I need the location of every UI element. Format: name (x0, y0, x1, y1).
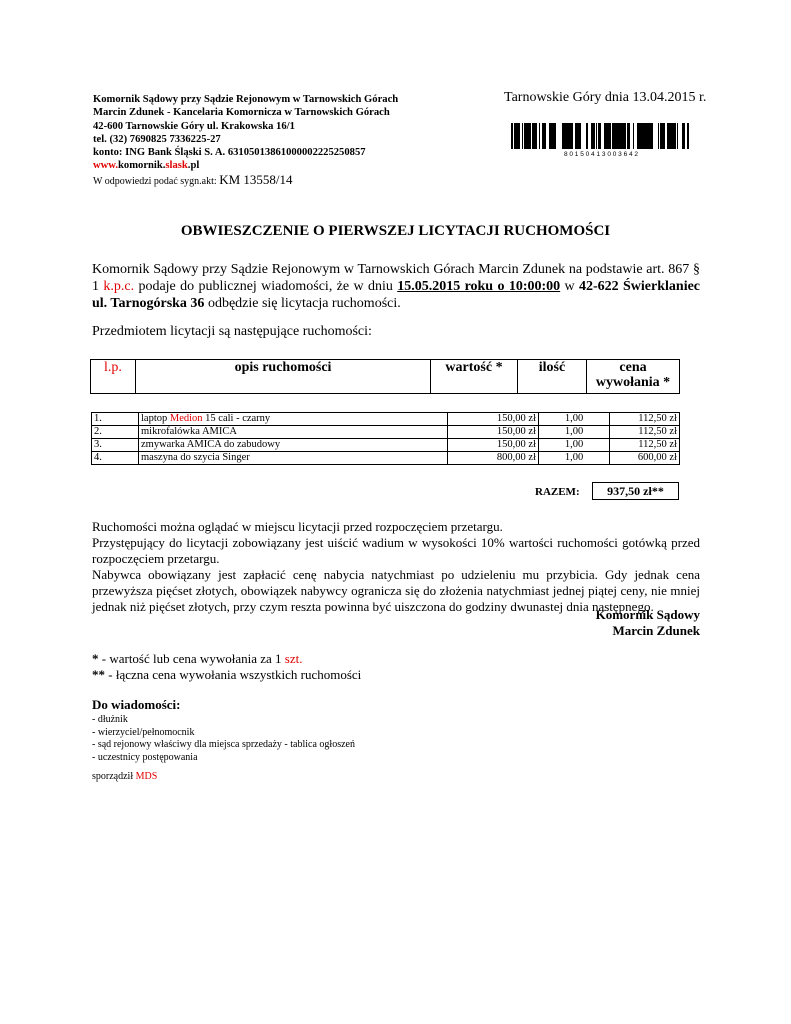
cell-wartosc: 150,00 zł (448, 439, 539, 452)
website-domain: slask (165, 160, 188, 172)
cell-opis: laptop Medion 15 cali - czarny (139, 413, 448, 426)
cell-ilosc: 1,00 (539, 426, 610, 439)
cell-lp: 3. (92, 439, 139, 452)
distribution-item: - sąd rejonowy właściwy dla miejsca sprzedaży - tablica ogłoszeń (92, 739, 355, 750)
cell-opis: maszyna do szycia Singer (139, 452, 448, 465)
table-row (92, 452, 680, 465)
reference-number (93, 173, 398, 188)
header-cena: cena wywołania * (587, 360, 680, 394)
reference-value: KM 13558/14 (219, 171, 293, 187)
items-table (91, 412, 680, 465)
intro-text: w (560, 279, 579, 294)
letterhead-line: 42-600 Tarnowskie Góry ul. Krakowska 16/1 (93, 120, 295, 132)
total-value: 937,50 zł** (592, 482, 679, 500)
cell-wartosc: 150,00 zł (448, 426, 539, 439)
document-date: Tarnowskie Góry dnia 13.04.2015 r. (504, 90, 707, 105)
cell-opis: mikrofalówka AMICA (139, 426, 448, 439)
intro-text: odbędzie się licytacja ruchomości. (204, 296, 401, 311)
letterhead-line: Komornik Sądowy przy Sądzie Rejonowym w Tarnowskich Górach (93, 94, 399, 105)
cell-lp: 2. (92, 426, 139, 439)
cell-wartosc: 800,00 zł (448, 452, 539, 465)
table-row (92, 413, 680, 426)
website-suffix: .pl (187, 160, 200, 172)
total-label: RAZEM: (535, 486, 580, 498)
terms-paragraph: Nabywca obowiązany jest zapłacić cenę nabycia natychmiast po udzieleniu mu przybicia. Gdy jednak cena przewyższa pięćset złotych, obowiązek nabywcy ogranicza się do złożenia natychmiast jednej piątej ceny, nie mniej jednak niż pięćset złotych, przy czym reszta powinna być uiszczona do godziny dwunastej dnia następnego. (92, 567, 700, 614)
distribution-list (92, 697, 355, 764)
prepared-by: sporządził MDS (92, 771, 158, 782)
letterhead-line: Marcin Zdunek - Kancelaria Komornicza w Tarnowskich Górach (93, 107, 390, 119)
cell-opis: zmywarka AMICA do zabudowy (139, 439, 448, 452)
signature-title: Komornik Sądowy (595, 607, 700, 622)
header-ilosc: ilość (518, 360, 587, 394)
terms-paragraph: Przystępujący do licytacji zobowiązany jest uiścić wadium w wysokości 10% wartości ruchomości gotówką przed rozpoczęciem przetargu. (92, 535, 700, 566)
distribution-item: - wierzyciel/pełnomocnik (92, 726, 195, 738)
footnote: * - wartość lub cena wywołania za 1 szt. (92, 651, 303, 666)
subject-line: Przedmiotem licytacji są następujące ruchomości: (92, 324, 372, 339)
website-www: www. (93, 160, 119, 172)
letterhead-line: konto: ING Bank Śląski S. A. 63105013861000002225250857 (93, 147, 366, 159)
cell-ilosc: 1,00 (539, 439, 610, 452)
cell-wartosc: 150,00 zł (448, 413, 539, 426)
barcode-digits: 8 0 1 5 0 4 1 3 0 0 3 6 4 2 (563, 151, 639, 157)
letterhead-line: tel. (32) 7690825 7336225-27 (93, 133, 221, 145)
auction-datetime: 15.05.2015 roku o 10:00:00 (397, 279, 561, 294)
table-row (92, 426, 680, 439)
reference-label: W odpowiedzi podać sygn.akt: (93, 175, 217, 187)
terms-paragraph: Ruchomości można oglądać w miejscu licytacji przed rozpoczęciem przetargu. (92, 519, 503, 534)
header-lp: l.p. (91, 360, 136, 394)
website-prefix: komornik. (118, 160, 166, 172)
intro-kpc: k.p.c. (103, 279, 135, 294)
cell-ilosc: 1,00 (539, 413, 610, 426)
terms-section (92, 519, 700, 615)
cell-cena: 112,50 zł (610, 439, 680, 452)
barcode (509, 123, 694, 157)
distribution-item: - uczestnicy postępowania (92, 751, 198, 763)
footnotes (92, 651, 361, 683)
footnote: ** - łączna cena wywołania wszystkich ruchomości (92, 667, 362, 682)
cell-cena: 600,00 zł (610, 452, 680, 465)
intro-text: podaje do publicznej wiadomości, że w dniu (134, 279, 398, 294)
cell-cena: 112,50 zł (610, 426, 680, 439)
document-title: OBWIESZCZENIE O PIERWSZEJ LICYTACJI RUCHOMOŚCI (180, 223, 611, 239)
barcode-image (509, 123, 694, 157)
signature (596, 607, 700, 639)
intro-text: Komornik Sądowy przy Sądzie Rejonowym w Tarnowskich Górach Marcin Zdunek na podstawie art. 867 § 1 (92, 262, 700, 294)
header-wartosc: wartość * (431, 360, 518, 394)
auction-place: 42-622 Świerklaniec ul. Tarnogórska 36 (92, 279, 701, 311)
items-table-header (90, 359, 680, 394)
cell-ilosc: 1,00 (539, 452, 610, 465)
cell-lp: 4. (92, 452, 139, 465)
distribution-title: Do wiadomości: (92, 697, 181, 712)
cell-lp: 1. (92, 413, 139, 426)
letterhead (93, 93, 398, 188)
table-row (92, 439, 680, 452)
cell-cena: 112,50 zł (610, 413, 680, 426)
header-opis: opis ruchomości (136, 360, 431, 394)
website-link[interactable] (93, 159, 398, 172)
distribution-item: - dłużnik (92, 714, 128, 725)
intro-paragraph (92, 261, 700, 312)
signature-name: Marcin Zdunek (612, 623, 700, 638)
